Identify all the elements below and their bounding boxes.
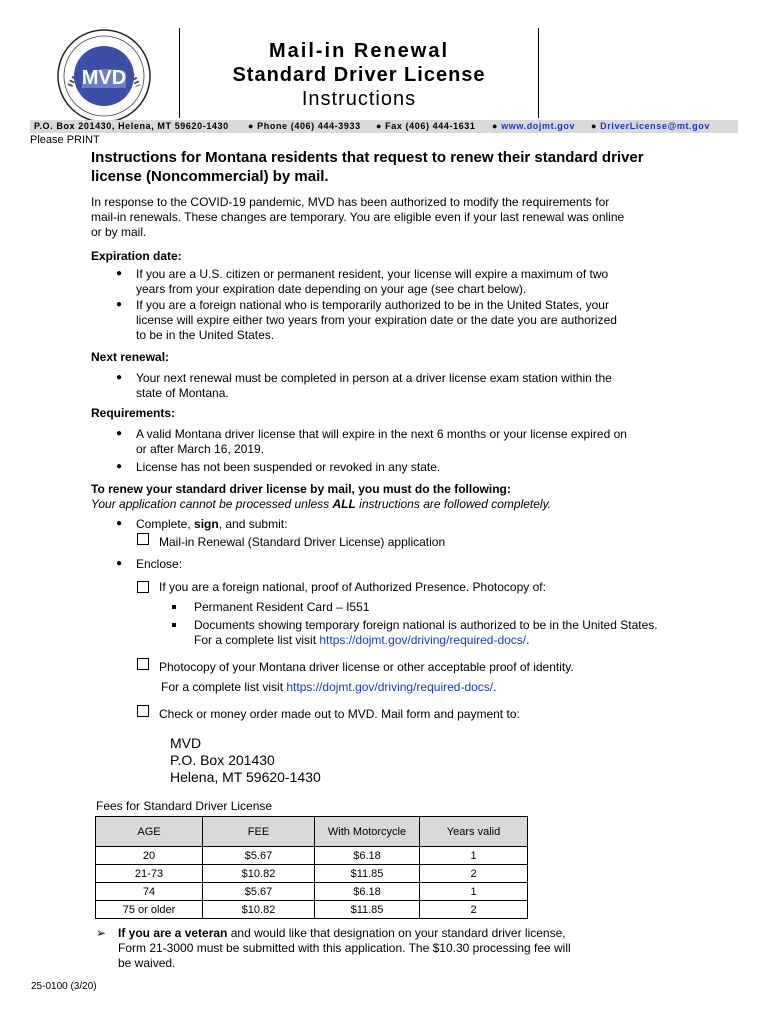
- period: .: [526, 633, 530, 647]
- table-row: [96, 847, 528, 865]
- table-row: [96, 901, 528, 919]
- bullet-line: or after March 16, 2019.: [136, 442, 265, 456]
- col-with-motorcycle: With Motorcycle: [315, 817, 420, 847]
- heading-line-1: Instructions for Montana residents that request to renew their standard driver: [91, 149, 644, 166]
- period: .: [493, 680, 497, 694]
- veteran-line-2: Form 21-3000 must be submitted with this application. The $10.30 processing fee will: [118, 941, 571, 955]
- veteran-line-3: be waived.: [118, 956, 176, 970]
- expiration-bullet-1: [136, 267, 608, 297]
- mailing-line-3: Helena, MT 59620-1430: [170, 769, 321, 785]
- photocopy-license-label: Photocopy of your Montana driver license or other acceptable proof of identity.: [159, 660, 574, 674]
- intro-line: mail-in renewals. These changes are temporary. You are eligible even if your last renewal was online: [91, 210, 625, 224]
- expiration-label: Expiration date:: [91, 249, 182, 263]
- contact-fax-text: Fax (406) 444-1631: [385, 121, 476, 131]
- complete-post: , and submit:: [218, 517, 288, 531]
- fees-table: [95, 816, 528, 919]
- contact-email[interactable]: ● DriverLicense@mt.gov: [591, 121, 710, 131]
- complete-list-pre: For a complete list visit: [194, 633, 320, 647]
- bullet-icon: ●: [116, 428, 123, 439]
- fees-caption: Fees for Standard Driver License: [96, 799, 273, 813]
- cell-fee: $10.82: [203, 901, 315, 919]
- temp-docs-line-2: [194, 633, 658, 648]
- header-divider-right: [538, 28, 539, 118]
- contact-web[interactable]: ● www.dojmt.gov: [492, 121, 576, 131]
- mvd-seal-logo: [56, 28, 152, 124]
- contact-phone: ● Phone (406) 444-3933: [248, 121, 361, 131]
- please-print-note: Please PRINT: [30, 134, 100, 146]
- temporary-documents: [194, 618, 658, 648]
- cell-fee: $5.67: [203, 883, 315, 901]
- cell-age: 74: [96, 883, 203, 901]
- cell-motorcycle: $6.18: [315, 847, 420, 865]
- intro-line: In response to the COVID-19 pandemic, MVD has been authorized to modify the requirements for: [91, 195, 610, 209]
- contact-phone-text: Phone (406) 444-3933: [257, 121, 361, 131]
- fees-header-row: [96, 817, 528, 847]
- veteran-bold: If you are a veteran: [118, 926, 228, 940]
- bullet-line: state of Montana.: [136, 386, 229, 400]
- cell-years: 1: [420, 883, 528, 901]
- application-label: Mail-in Renewal (Standard Driver License) application: [159, 535, 446, 549]
- renew-instructions-heading: To renew your standard driver license by mail, you must do the following:: [91, 482, 511, 496]
- bullet-line: A valid Montana driver license that will expire in the next 6 months or your license expired on: [136, 427, 627, 441]
- mailing-line-2: P.O. Box 201430: [170, 752, 275, 768]
- col-fee: FEE: [203, 817, 315, 847]
- bullet-icon: ●: [116, 299, 123, 310]
- table-row: [96, 883, 528, 901]
- renew-warning-pre: Your application cannot be processed unless: [91, 497, 333, 511]
- title-mail-in-renewal: Mail-in Renewal: [268, 40, 450, 62]
- temp-docs-line: Documents showing temporary foreign national is authorized to be in the United States.: [194, 618, 658, 632]
- mailing-line-1: MVD: [170, 735, 202, 751]
- cell-age: 75 or older: [96, 901, 203, 919]
- cell-motorcycle: $11.85: [315, 865, 420, 883]
- next-renewal-label: Next renewal:: [91, 350, 170, 364]
- veteran-line-1: [118, 926, 571, 941]
- foreign-national-label: If you are a foreign national, proof of Authorized Presence. Photocopy of:: [159, 580, 546, 594]
- title-instructions: Instructions: [301, 88, 417, 110]
- mailing-address: [170, 735, 321, 786]
- bullet-icon: ●: [116, 558, 123, 569]
- contact-web-link[interactable]: www.dojmt.gov: [501, 121, 576, 131]
- requirements-bullet-2: License has not been suspended or revoked in any state.: [136, 460, 441, 474]
- complete-sign-submit: [136, 517, 287, 532]
- bullet-icon: ●: [116, 268, 123, 279]
- cell-motorcycle: $6.18: [315, 883, 420, 901]
- veteran-line-1-text: and would like that designation on your standard driver license,: [227, 926, 566, 940]
- next-renewal-bullet: [136, 371, 612, 401]
- heading-line-2: license (Noncommercial) by mail.: [91, 168, 329, 185]
- bullet-icon: ●: [116, 518, 123, 529]
- photocopy-license-checkbox[interactable]: [137, 658, 149, 670]
- square-bullet-icon: [172, 605, 176, 609]
- bullet-line: Your next renewal must be completed in person at a driver license exam station within the: [136, 371, 612, 385]
- bullet-line: If you are a foreign national who is temporarily authorized to be in the United States, your: [136, 298, 609, 312]
- contact-bar: [30, 120, 738, 133]
- contact-email-link[interactable]: DriverLicense@mt.gov: [600, 121, 710, 131]
- cell-years: 1: [420, 847, 528, 865]
- form-number: 25-0100 (3/20): [31, 981, 97, 992]
- complete-sign: sign: [194, 517, 219, 531]
- renew-warning-post: instructions are followed completely.: [355, 497, 552, 511]
- required-docs-link[interactable]: https://dojmt.gov/driving/required-docs/: [319, 633, 527, 647]
- intro-paragraph: [91, 195, 624, 240]
- bullet-line: license will expire either two years from your expiration date or the date you are authorized: [136, 313, 617, 327]
- veteran-note: [118, 926, 571, 971]
- bullet-line: If you are a U.S. citizen or permanent resident, your license will expire a maximum of two: [136, 267, 609, 281]
- table-row: [96, 865, 528, 883]
- cell-age: 20: [96, 847, 203, 865]
- bullet-line: to be in the United States.: [136, 328, 275, 342]
- enclose-label: Enclose:: [136, 557, 183, 571]
- square-bullet-icon: [172, 623, 176, 627]
- seal-mvd-text: MVD: [81, 67, 127, 89]
- complete-pre: Complete,: [136, 517, 195, 531]
- bullet-icon: ●: [116, 461, 123, 472]
- check-money-order-label: Check or money order made out to MVD. Mail form and payment to:: [159, 707, 520, 721]
- bullet-line: years from your expiration date depending on your age (see chart below).: [136, 282, 527, 296]
- title-standard-driver-license: Standard Driver License: [232, 64, 486, 86]
- application-checkbox[interactable]: [137, 533, 149, 545]
- requirements-label: Requirements:: [91, 406, 176, 420]
- permanent-resident-card: Permanent Resident Card – I551: [194, 600, 370, 614]
- bullet-icon: ●: [116, 372, 123, 383]
- cell-fee: $5.67: [203, 847, 315, 865]
- cell-age: 21-73: [96, 865, 203, 883]
- complete-list-line: [161, 680, 496, 695]
- col-years-valid: Years valid: [420, 817, 528, 847]
- page-heading: [91, 148, 691, 186]
- requirements-bullet-1: [136, 427, 627, 457]
- expiration-bullet-2: [136, 298, 617, 343]
- check-money-order-checkbox[interactable]: [137, 705, 149, 717]
- required-docs-link-2[interactable]: https://dojmt.gov/driving/required-docs/: [286, 680, 494, 694]
- cell-fee: $10.82: [203, 865, 315, 883]
- renew-warning-all: ALL: [332, 497, 356, 511]
- foreign-national-checkbox[interactable]: [137, 581, 149, 593]
- complete-list-pre: For a complete list visit: [161, 680, 287, 694]
- contact-fax: ● Fax (406) 444-1631: [376, 121, 476, 131]
- arrow-bullet-icon: ➢: [96, 926, 107, 940]
- col-age: AGE: [96, 817, 203, 847]
- contact-address: P.O. Box 201430, Helena, MT 59620-1430: [34, 121, 229, 131]
- renew-warning: [91, 497, 551, 512]
- cell-years: 2: [420, 865, 528, 883]
- cell-years: 2: [420, 901, 528, 919]
- intro-line: or by mail.: [91, 225, 147, 239]
- cell-motorcycle: $11.85: [315, 901, 420, 919]
